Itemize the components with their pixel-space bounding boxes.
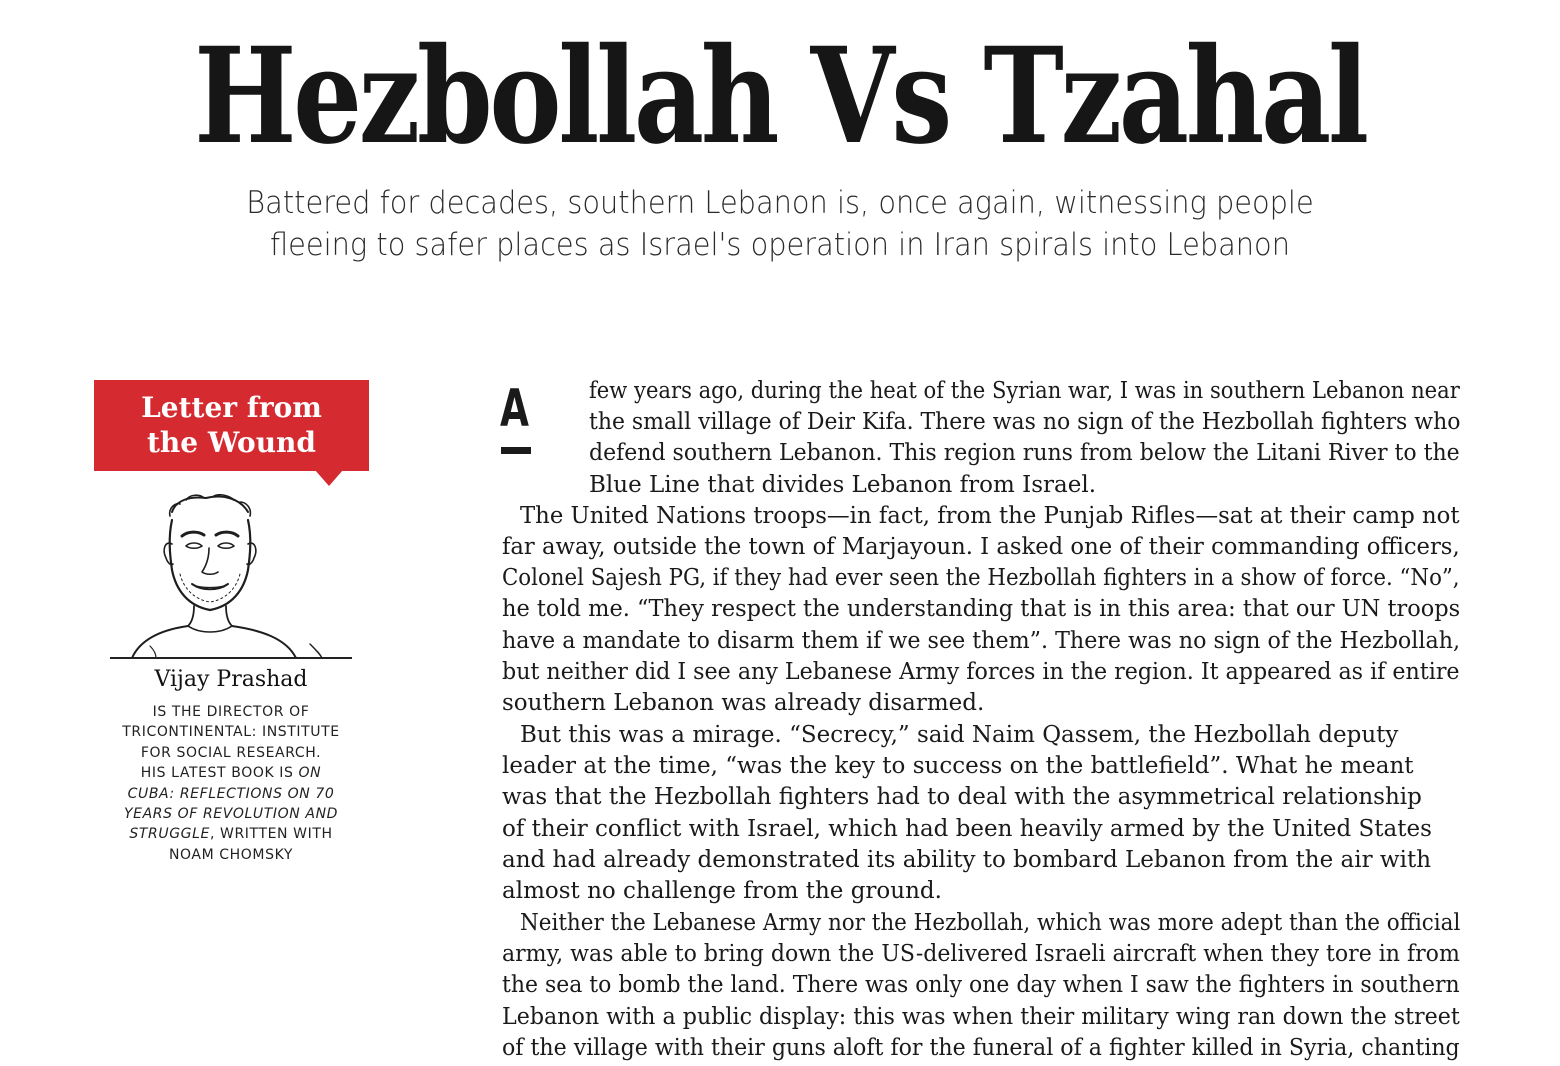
body-line: few years ago, during the heat of the Syrian war, I was in southern Lebanon near — [589, 378, 1460, 404]
bio-text: IS THE DIRECTOR OF — [152, 704, 310, 720]
body-line: Blue Line that divides Lebanon from Israel. — [589, 472, 1097, 498]
book-title-text: YEARS OF REVOLUTION AND — [123, 806, 339, 823]
body-line: and had already demonstrated its ability to bombard Lebanon from the air with — [502, 847, 1432, 873]
body-line: army, was able to bring down the US-delivered Israeli aircraft when they tore in from — [502, 941, 1460, 967]
body-line: of their conflict with Israel, which had been heavily armed by the United States — [502, 816, 1432, 842]
body-line: almost no challenge from the ground. — [502, 878, 942, 904]
bio-text: HIS LATEST BOOK IS — [140, 765, 299, 782]
drop-cap: A — [500, 379, 529, 439]
body-line: defend southern Lebanon. This region runs from below the Litani River to the — [589, 440, 1460, 466]
bio-text: FOR SOCIAL RESEARCH. — [140, 744, 322, 761]
body-line: But this was a mirage. “Secrecy,” said Naim Qassem, the Hezbollah deputy — [520, 722, 1399, 748]
body-line: the small village of Deir Kifa. There was no sign of the Hezbollah fighters who — [589, 409, 1461, 435]
subtitle-line: Battered for decades, southern Lebanon is, once again, witnessing people — [246, 185, 1314, 221]
book-title-text: ON — [298, 765, 322, 782]
portrait-divider — [110, 657, 352, 659]
body-line: was that the Hezbollah fighters had to deal with the asymmetrical relationship — [502, 784, 1422, 810]
author-portrait-icon — [110, 494, 352, 658]
subtitle-line: fleeing to safer places as Israel's operation in Iran spirals into Lebanon — [270, 227, 1290, 263]
body-line: but neither did I see any Lebanese Army forces in the region. It appeared as if entire — [502, 659, 1460, 685]
article-headline: Hezbollah Vs Tzahal — [194, 19, 1366, 174]
author-bio-line — [100, 722, 362, 742]
author-bio-line — [100, 743, 362, 763]
book-title-text: STRUGGLE — [129, 826, 210, 843]
speech-bubble-tail — [315, 470, 343, 486]
body-line: he told me. “They respect the understanding that is in this area: that our UN troops — [502, 596, 1461, 622]
article-subtitle — [0, 182, 1560, 266]
body-line: The United Nations troops—in fact, from the Punjab Rifles—sat at their camp not — [520, 503, 1460, 529]
drop-cap-underline — [501, 447, 531, 454]
author-bio-line — [100, 804, 362, 824]
column-tag-line: the Wound — [147, 426, 316, 459]
bio-text: TRICONTINENTAL: INSTITUTE — [122, 724, 340, 741]
author-bio — [100, 702, 362, 865]
body-line: southern Lebanon was already disarmed. — [502, 690, 985, 716]
body-line: far away, outside the town of Marjayoun. I asked one of their commanding officers, — [502, 534, 1460, 560]
author-bio-line — [100, 784, 362, 804]
author-name: Vijay Prashad — [154, 667, 308, 692]
author-bio-line — [100, 702, 362, 722]
author-bio-line — [100, 824, 362, 844]
body-line: leader at the time, “was the key to success on the battlefield”. What he meant — [502, 753, 1414, 779]
body-line: have a mandate to disarm them if we see them”. There was no sign of the Hezbollah, — [502, 628, 1461, 654]
body-line: the sea to bomb the land. There was only one day when I saw the fighters in southern — [502, 972, 1460, 998]
body-line: Lebanon with a public display: this was when their military wing ran down the street — [502, 1004, 1460, 1030]
body-line: of the village with their guns aloft for the funeral of a fighter killed in Syria, chanting — [502, 1035, 1460, 1061]
bio-text: , WRITTEN WITH — [209, 826, 333, 843]
bio-text: NOAM CHOMSKY — [168, 846, 294, 863]
body-line: Neither the Lebanese Army nor the Hezbollah, which was more adept than the official — [520, 910, 1461, 936]
author-bio-line — [100, 763, 362, 783]
author-bio-line — [100, 845, 362, 865]
book-title-text: CUBA: REFLECTIONS ON 70 — [127, 785, 335, 802]
column-tag-line: Letter from — [141, 391, 322, 424]
column-tag — [94, 380, 369, 471]
body-line: Colonel Sajesh PG, if they had ever seen the Hezbollah fighters in a show of force. “No”, — [502, 565, 1460, 591]
